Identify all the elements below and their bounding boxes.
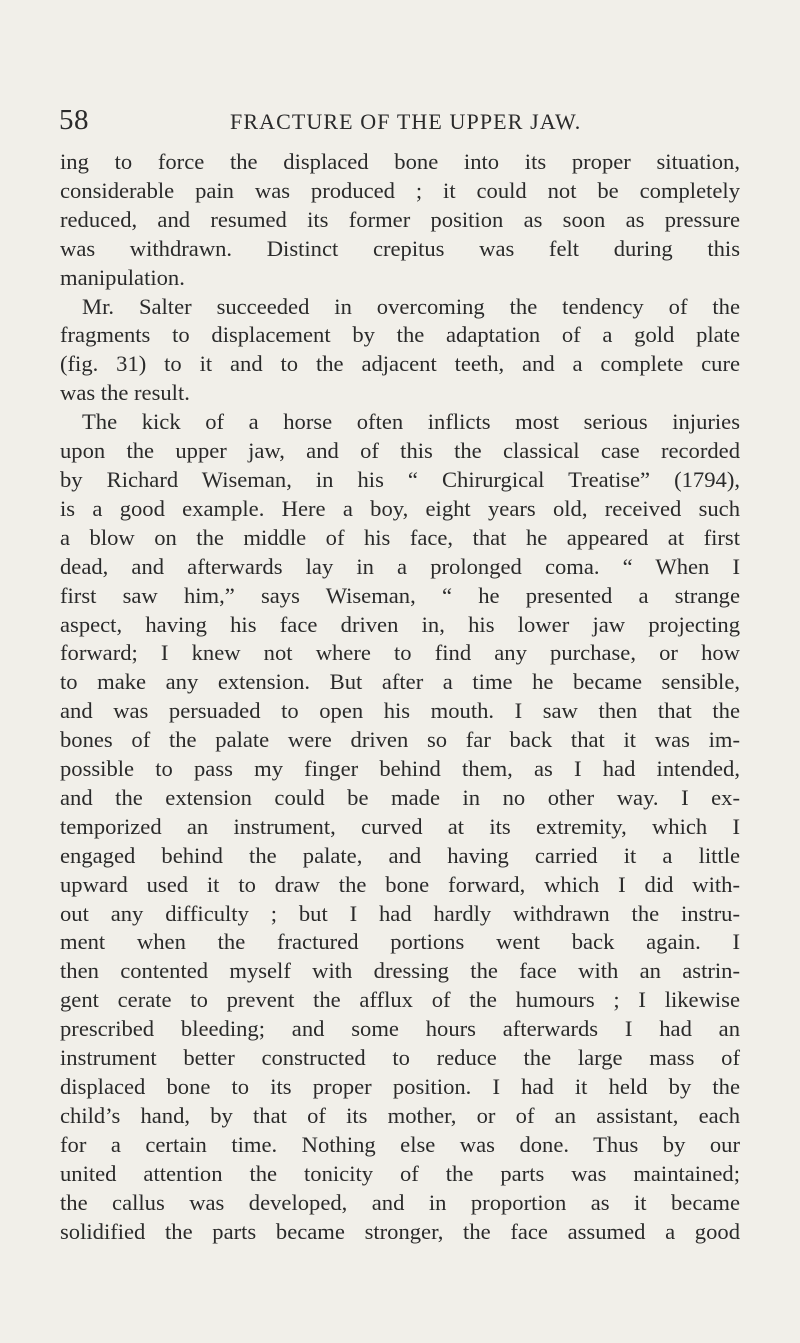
- text-line: prescribed bleeding; and some hours afterwards I had an: [60, 1016, 740, 1042]
- text-line: considerable pain was produced ; it could not be completely: [60, 177, 740, 203]
- text-line: gent cerate to prevent the afflux of the humours ; I likewise: [60, 987, 740, 1013]
- text-line: displaced bone to its proper position. I had it held by the: [60, 1074, 740, 1099]
- text-line: and the extension could be made in no other way. I ex-: [60, 784, 740, 810]
- text-line: forward; I knew not where to find any purchase, or how: [60, 640, 740, 666]
- paragraph: [60, 293, 740, 409]
- text-line: was withdrawn. Distinct crepitus was felt during this: [60, 235, 740, 261]
- text-line: by Richard Wiseman, in his “ Chirurgical Treatise” (1794),: [60, 466, 740, 492]
- text-line: out any difficulty ; but I had hardly withdrawn the instru-: [60, 900, 740, 926]
- text-line: possible to pass my finger behind them, as I had intended,: [60, 756, 740, 782]
- text-line: ment when the fractured portions went back again. I: [60, 929, 740, 955]
- text-line: was the result.: [60, 380, 190, 406]
- text-line: reduced, and resumed its former position as soon as pressure: [60, 206, 740, 232]
- running-head: [60, 100, 760, 140]
- text-line: united attention the tonicity of the parts was maintained;: [60, 1160, 740, 1186]
- text-line: aspect, having his face driven in, his lower jaw projecting: [60, 611, 740, 637]
- text-line: first saw him,” says Wiseman, “ he presented a strange: [60, 582, 740, 608]
- text-line: manipulation.: [60, 264, 185, 290]
- running-title: FRACTURE OF THE UPPER JAW.: [230, 109, 582, 134]
- text-line: instrument better constructed to reduce the large mass of: [60, 1045, 740, 1071]
- text-line: upward used it to draw the bone forward, which I did with-: [60, 871, 740, 897]
- body-text: [60, 148, 740, 1246]
- text-line: for a certain time. Nothing else was done. Thus by our: [60, 1131, 740, 1157]
- text-line: temporized an instrument, curved at its extremity, which I: [60, 813, 740, 839]
- text-line: engaged behind the palate, and having carried it a little: [60, 842, 740, 868]
- text-line: child’s hand, by that of its mother, or of an assistant, each: [60, 1102, 740, 1128]
- text-line: Mr. Salter succeeded in overcoming the tendency of the: [82, 293, 740, 319]
- book-page: [60, 0, 760, 1343]
- page-number: 58: [59, 104, 89, 136]
- paragraph: [60, 408, 740, 1246]
- text-line: ing to force the displaced bone into its proper situation,: [60, 149, 740, 174]
- text-line: and was persuaded to open his mouth. I saw then that the: [60, 698, 740, 724]
- text-line: upon the upper jaw, and of this the classical case recorded: [60, 438, 740, 464]
- text-line: dead, and afterwards lay in a prolonged coma. “ When I: [60, 553, 740, 579]
- text-line: fragments to displacement by the adaptation of a gold plate: [60, 322, 740, 348]
- paragraph: [60, 148, 740, 293]
- text-line: bones of the palate were driven so far back that it was im-: [60, 727, 740, 753]
- text-line: the callus was developed, and in proportion as it became: [60, 1189, 740, 1215]
- text-line: (fig. 31) to it and to the adjacent teeth, and a complete cure: [60, 351, 740, 377]
- text-line: a blow on the middle of his face, that he appeared at first: [60, 524, 740, 550]
- text-line: to make any extension. But after a time he became sensible,: [60, 669, 740, 695]
- text-line: solidified the parts became stronger, the face assumed a good: [60, 1218, 740, 1244]
- text-line: The kick of a horse often inflicts most serious injuries: [82, 409, 740, 435]
- text-line: then contented myself with dressing the face with an astrin-: [60, 958, 740, 984]
- text-line: is a good example. Here a boy, eight years old, received such: [60, 495, 740, 521]
